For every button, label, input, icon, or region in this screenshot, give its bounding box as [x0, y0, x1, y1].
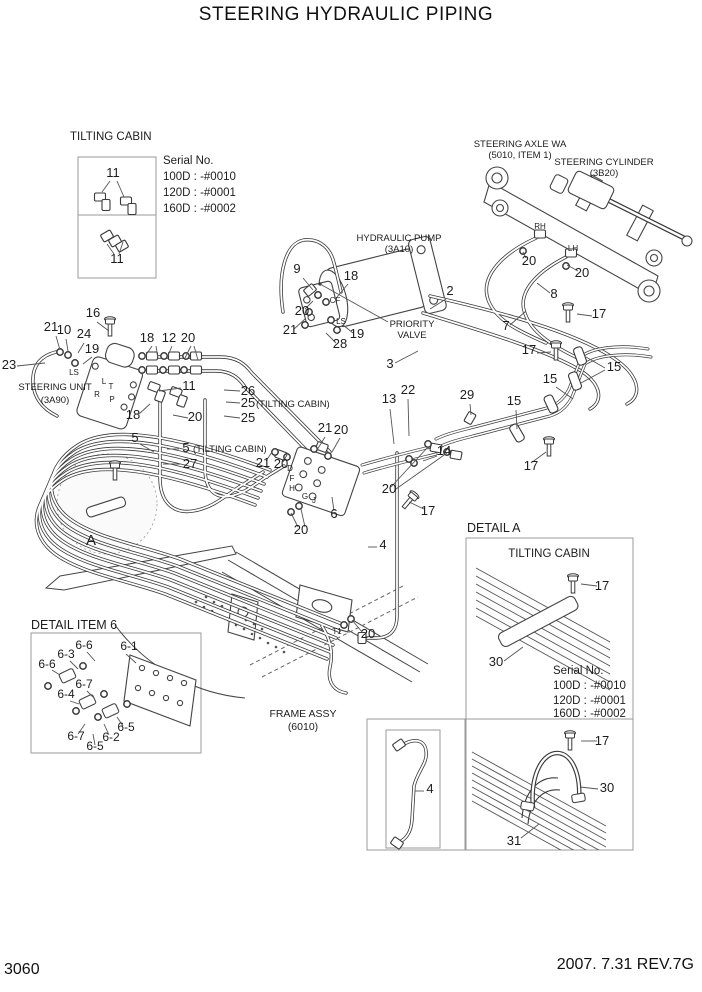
callout-11: 11	[110, 251, 124, 266]
component-label: DETAIL ITEM 6	[31, 618, 118, 632]
callout-31: 31	[506, 833, 522, 848]
component-label: DETAIL A	[467, 521, 521, 535]
port-label-H: H	[289, 484, 295, 493]
port-label-T: T	[108, 382, 114, 391]
callout-13: 13	[381, 391, 397, 406]
port-label-CF: CF	[329, 296, 341, 305]
port-label-LH: LH	[567, 244, 579, 253]
callout-21: 21	[255, 455, 271, 470]
leader-line	[537, 283, 550, 293]
port-label-LS: LS	[69, 368, 79, 377]
component-label: Serial No.	[553, 665, 604, 677]
callout-18: 18	[125, 407, 141, 422]
component-label: STEERING CYLINDER	[554, 157, 654, 168]
leader-line	[504, 647, 523, 661]
callout-17: 17	[591, 306, 607, 321]
component-label: (6010)	[287, 721, 319, 733]
callout-6-6: 6-6	[75, 638, 93, 652]
callout-20: 20	[293, 522, 309, 537]
callout-10: 10	[56, 322, 72, 337]
callout-6-5: 6-5	[117, 720, 135, 734]
leader-line	[78, 343, 84, 353]
port-label-R: R	[94, 390, 100, 399]
sleeve-31	[522, 778, 558, 818]
callout-15: 15	[542, 371, 558, 386]
leader-line	[577, 314, 592, 316]
page-title: STEERING HYDRAULIC PIPING	[198, 4, 494, 25]
port-label-G: G	[301, 492, 309, 501]
callout-17: 17	[594, 578, 610, 593]
component-label: VALVE	[397, 330, 427, 341]
port-label-J: J	[312, 496, 316, 505]
leader-line	[87, 652, 95, 661]
component-label: STEERING AXLE WA	[473, 139, 567, 150]
callout-20: 20	[187, 409, 203, 424]
component-label: (3B20)	[589, 168, 619, 179]
callout-21: 21	[282, 322, 298, 337]
leader-line	[70, 701, 79, 704]
callout-16: 16	[85, 305, 101, 320]
leader-line	[224, 416, 240, 418]
component-label: 160D : -#0002	[553, 708, 626, 720]
leader-line	[17, 363, 45, 366]
callout-30: 30	[488, 654, 504, 669]
leader-line	[56, 336, 60, 350]
component-label: HYDRAULIC PUMP	[356, 233, 442, 244]
callout-15: 15	[506, 393, 522, 408]
component-label: TILTING CABIN	[508, 548, 590, 560]
callout-25: 25	[240, 410, 256, 425]
callout-6-7: 6-7	[67, 729, 85, 743]
callout-4: 4	[379, 537, 387, 552]
callout-20: 20	[521, 253, 537, 268]
component-label: (3A10)	[384, 244, 414, 255]
leader-line	[408, 399, 409, 436]
component-label: FRAME ASSY	[269, 708, 337, 720]
callout-20: 20	[574, 265, 590, 280]
leader-line	[332, 438, 340, 452]
callout-27: 27	[182, 456, 198, 471]
component-label: (TILTING CABIN)	[256, 399, 330, 410]
callout-11: 11	[182, 378, 196, 393]
port-label-F: F	[289, 474, 295, 483]
component-label: PRIORITY	[389, 319, 435, 330]
callout-6-5: 6-5	[86, 739, 104, 753]
callout-20: 20	[381, 481, 397, 496]
component-label: (5010, ITEM 1)	[488, 150, 552, 161]
component-label: 120D : -#0001	[553, 695, 626, 707]
callout-17: 17	[420, 503, 436, 518]
callout-19: 19	[84, 341, 100, 356]
callout-23: 23	[1, 357, 17, 372]
callout-21: 21	[43, 319, 59, 334]
callout-20: 20	[294, 303, 310, 318]
leader-line	[580, 787, 598, 789]
leader-line	[102, 181, 110, 192]
callout-17: 17	[521, 342, 537, 357]
callout-18: 18	[343, 268, 359, 283]
leader-line	[70, 661, 78, 669]
component-label: (TILTING CABIN)	[193, 444, 267, 455]
callout-7: 7	[502, 318, 510, 333]
component-label: 100D : -#0010	[163, 171, 236, 183]
port-label-D: D	[287, 464, 293, 473]
revision-date: 2007. 7.31 REV.7G	[556, 956, 694, 973]
component-label: TILTING CABIN	[70, 131, 152, 143]
callout-29: 29	[459, 387, 475, 402]
leader-line	[226, 402, 240, 403]
leader-line	[390, 409, 394, 444]
callout-30: 30	[599, 780, 615, 795]
callout-15: 15	[606, 359, 622, 374]
page-number: 3060	[4, 961, 40, 978]
callout-26: 26	[240, 383, 256, 398]
port-label-RH: RH	[534, 222, 546, 231]
component-label: STEERING UNIT	[18, 382, 92, 393]
callout-8: 8	[550, 286, 558, 301]
callout-2: 2	[446, 283, 454, 298]
component-label: 160D : -#0002	[163, 203, 236, 215]
callout-6-3: 6-3	[57, 647, 75, 661]
port-label-L: L	[101, 377, 107, 386]
component-label: Serial No.	[163, 155, 214, 167]
leader-line	[395, 351, 418, 363]
callout-21: 21	[317, 420, 333, 435]
leader-line	[83, 357, 92, 364]
callout-22: 22	[400, 382, 416, 397]
leader-line	[139, 404, 150, 414]
callout-5: 5	[131, 430, 139, 445]
detail-a-drawing	[472, 568, 610, 875]
callout-14: 14	[436, 443, 452, 458]
callout-17: 17	[523, 458, 539, 473]
callout-11: 11	[106, 165, 120, 180]
callout-6: 6	[330, 506, 338, 521]
callout-5: 5	[182, 440, 190, 455]
callout-20: 20	[333, 422, 349, 437]
callout-25: 25	[240, 395, 256, 410]
callout-17: 17	[594, 733, 610, 748]
callout-3: 3	[386, 356, 394, 371]
component-label: 100D : -#0010	[553, 680, 626, 692]
port-label-LS: LS	[336, 317, 346, 326]
callout-20: 20	[273, 456, 289, 471]
callout-20: 20	[180, 330, 196, 345]
callout-12: 12	[161, 330, 177, 345]
callout-24: 24	[76, 326, 92, 341]
leader-line	[117, 181, 124, 197]
leader-line	[66, 339, 68, 351]
port-label-T1: T1	[332, 627, 342, 636]
port-label-P: P	[109, 395, 115, 404]
callout-6-4: 6-4	[57, 687, 75, 701]
component-label: (3A90)	[40, 395, 70, 406]
callout-6-1: 6-1	[120, 639, 138, 653]
callout-9: 9	[293, 261, 301, 276]
leader-line	[173, 415, 188, 418]
callout-18: 18	[139, 330, 155, 345]
callout-A: A	[85, 532, 97, 549]
callout-28: 28	[332, 336, 348, 351]
callout-6-7: 6-7	[75, 677, 93, 691]
component-label: 120D : -#0001	[163, 187, 236, 199]
callout-6-2: 6-2	[102, 730, 120, 744]
callout-6-6: 6-6	[38, 657, 56, 671]
leader-line	[224, 390, 240, 391]
callout-4: 4	[426, 781, 434, 796]
callout-19: 19	[349, 326, 365, 341]
callout-20: 20	[360, 626, 376, 641]
